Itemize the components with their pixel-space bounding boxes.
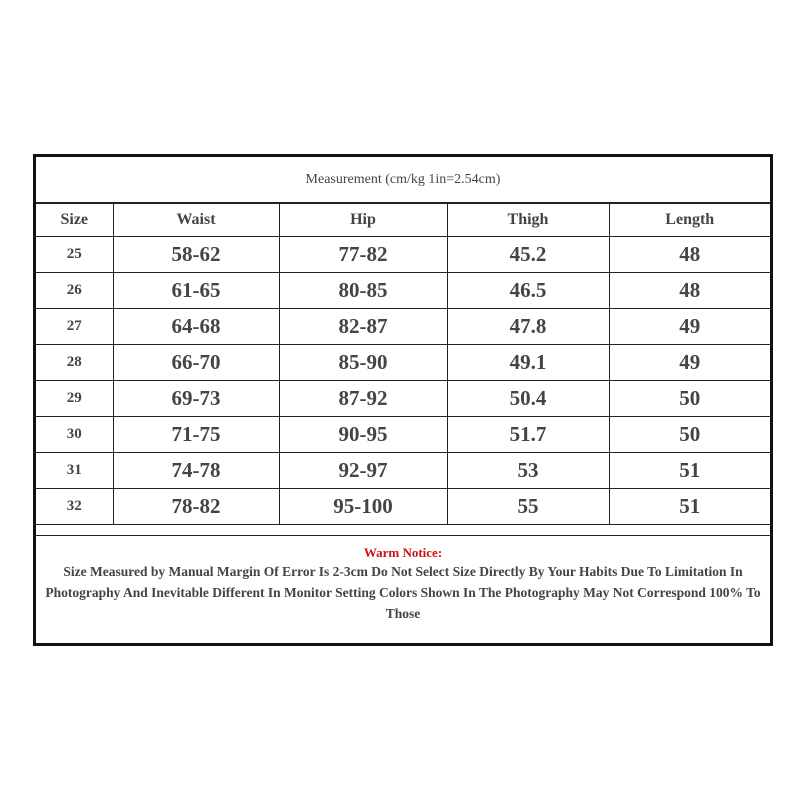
column-header-waist: Waist (113, 204, 279, 237)
table-row (36, 453, 770, 489)
length-cell: 49 (609, 345, 770, 381)
length-cell: 51 (609, 489, 770, 525)
thigh-cell: 46.5 (447, 273, 609, 309)
size-cell: 26 (36, 273, 113, 309)
column-header-size: Size (36, 204, 113, 237)
column-header-thigh: Thigh (447, 204, 609, 237)
size-cell: 29 (36, 381, 113, 417)
table-row (36, 309, 770, 345)
table-row (36, 345, 770, 381)
size-cell: 27 (36, 309, 113, 345)
size-cell: 32 (36, 489, 113, 525)
length-cell: 50 (609, 417, 770, 453)
chart-title: Measurement (cm/kg 1in=2.54cm) (36, 157, 770, 204)
length-cell: 50 (609, 381, 770, 417)
warm-notice (36, 535, 770, 643)
thigh-cell: 49.1 (447, 345, 609, 381)
waist-cell: 64-68 (113, 309, 279, 345)
size-cell: 30 (36, 417, 113, 453)
header-row (36, 204, 770, 237)
table-row (36, 381, 770, 417)
size-cell: 31 (36, 453, 113, 489)
thigh-cell: 47.8 (447, 309, 609, 345)
size-table (36, 204, 770, 525)
size-cell: 25 (36, 237, 113, 273)
column-header-length: Length (609, 204, 770, 237)
thigh-cell: 53 (447, 453, 609, 489)
length-cell: 51 (609, 453, 770, 489)
length-cell: 48 (609, 273, 770, 309)
hip-cell: 80-85 (279, 273, 447, 309)
thigh-cell: 50.4 (447, 381, 609, 417)
hip-cell: 90-95 (279, 417, 447, 453)
waist-cell: 71-75 (113, 417, 279, 453)
hip-cell: 95-100 (279, 489, 447, 525)
thigh-cell: 55 (447, 489, 609, 525)
length-cell: 48 (609, 237, 770, 273)
length-cell: 49 (609, 309, 770, 345)
notice-body: Size Measured by Manual Margin Of Error Is 2-3cm Do Not Select Size Directly By Your Habits Due To Limitation In Photography And Inevitable Different In Monitor Setting Colors Shown In The Photography May Not Correspond 100% To Those (45, 564, 761, 621)
waist-cell: 58-62 (113, 237, 279, 273)
size-cell: 28 (36, 345, 113, 381)
table-row (36, 417, 770, 453)
thigh-cell: 51.7 (447, 417, 609, 453)
hip-cell: 85-90 (279, 345, 447, 381)
hip-cell: 92-97 (279, 453, 447, 489)
waist-cell: 61-65 (113, 273, 279, 309)
table-row (36, 489, 770, 525)
size-chart (33, 154, 773, 646)
table-row (36, 273, 770, 309)
hip-cell: 87-92 (279, 381, 447, 417)
thigh-cell: 45.2 (447, 237, 609, 273)
notice-title: Warm Notice: (363, 545, 443, 560)
waist-cell: 78-82 (113, 489, 279, 525)
hip-cell: 82-87 (279, 309, 447, 345)
waist-cell: 69-73 (113, 381, 279, 417)
table-row (36, 237, 770, 273)
waist-cell: 66-70 (113, 345, 279, 381)
column-header-hip: Hip (279, 204, 447, 237)
waist-cell: 74-78 (113, 453, 279, 489)
hip-cell: 77-82 (279, 237, 447, 273)
